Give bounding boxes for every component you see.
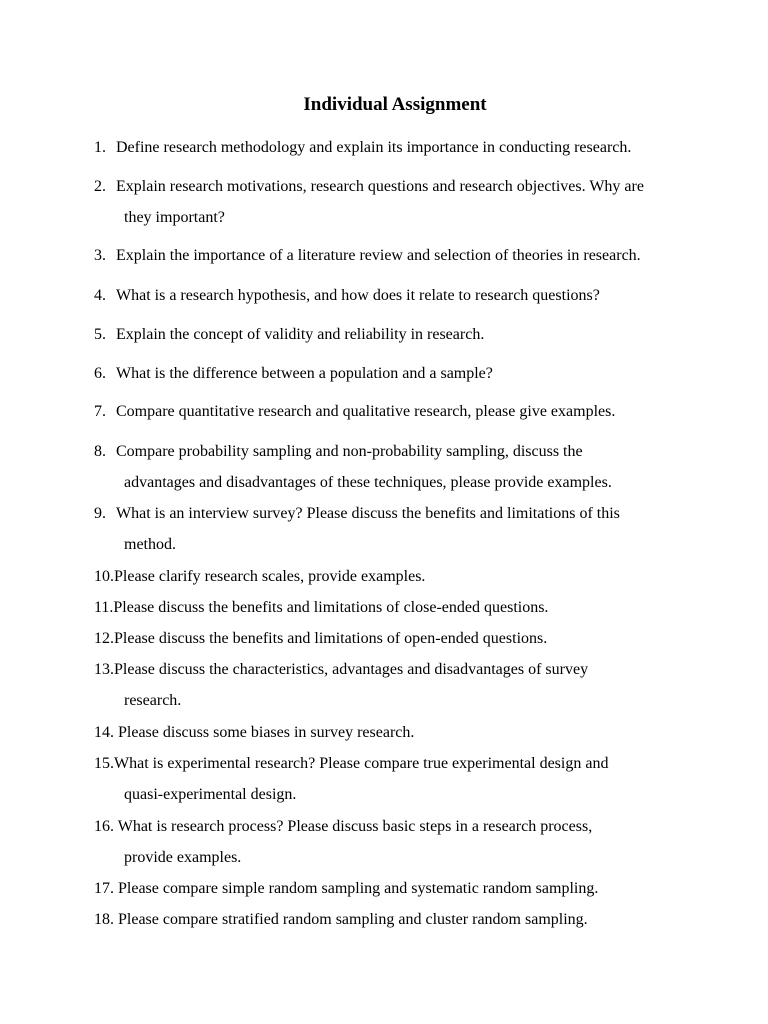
question-item-3 <box>94 246 641 266</box>
question-text: Please compare simple random sampling and systematic random sampling. <box>118 880 599 897</box>
question-item-18 <box>94 910 588 930</box>
question-number: 11. <box>94 599 114 616</box>
question-text: Please discuss the benefits and limitations of close-ended questions. <box>113 599 549 616</box>
question-number: 13. <box>94 661 114 678</box>
question-number: 17. <box>94 880 114 897</box>
question-text: Please discuss the benefits and limitations of open-ended questions. <box>114 630 548 647</box>
question-text: Please discuss the characteristics, advantages and disadvantages of survey <box>114 661 589 678</box>
question-text-continued: they important? <box>124 209 225 226</box>
question-number: 14. <box>94 724 114 741</box>
question-number: 5. <box>94 326 106 343</box>
question-number: 18. <box>94 911 114 928</box>
question-text: Compare quantitative research and qualitative research, please give examples. <box>116 403 616 420</box>
question-text-continued: quasi-experimental design. <box>124 786 297 803</box>
question-item-16 <box>94 817 592 837</box>
question-item-4 <box>94 286 600 306</box>
question-number: 16. <box>94 818 114 835</box>
question-text: Explain the concept of validity and reliability in research. <box>116 326 485 343</box>
question-item-12 <box>94 629 547 649</box>
question-number: 9. <box>94 505 106 522</box>
question-text: Define research methodology and explain its importance in conducting research. <box>116 139 632 156</box>
question-text: What is the difference between a population and a sample? <box>116 365 493 382</box>
question-item-2 <box>94 177 644 197</box>
question-item-10 <box>94 567 425 587</box>
question-text: Please clarify research scales, provide examples. <box>114 568 426 585</box>
question-text: Explain the importance of a literature review and selection of theories in research. <box>116 247 641 264</box>
question-text: Please compare stratified random sampling and cluster random sampling. <box>118 911 588 928</box>
question-text: Please discuss some biases in survey research. <box>118 724 415 741</box>
question-number: 1. <box>94 139 106 156</box>
question-number: 8. <box>94 443 106 460</box>
question-number: 15. <box>94 755 114 772</box>
question-number: 3. <box>94 247 106 264</box>
question-item-1 <box>94 138 631 158</box>
question-text-continued: provide examples. <box>124 849 242 866</box>
question-number: 7. <box>94 403 106 420</box>
question-number: 12. <box>94 630 114 647</box>
page-title: Individual Assignment <box>303 94 487 115</box>
question-item-14 <box>94 723 414 743</box>
question-item-13 <box>94 660 588 680</box>
question-item-15 <box>94 754 608 774</box>
question-number: 2. <box>94 178 106 195</box>
question-item-8 <box>94 442 583 462</box>
question-text: What is an interview survey? Please discuss the benefits and limitations of this <box>116 505 620 522</box>
question-item-11 <box>94 598 548 618</box>
question-item-17 <box>94 879 598 899</box>
question-item-6 <box>94 364 493 384</box>
question-text: What is a research hypothesis, and how does it relate to research questions? <box>116 287 600 304</box>
question-text: What is research process? Please discuss basic steps in a research process, <box>117 818 593 835</box>
question-text: What is experimental research? Please compare true experimental design and <box>114 755 609 772</box>
question-number: 4. <box>94 287 106 304</box>
question-item-7 <box>94 402 615 422</box>
question-text-continued: research. <box>124 692 182 709</box>
question-number: 10. <box>94 568 114 585</box>
question-text-continued: method. <box>124 536 176 553</box>
question-text: Explain research motivations, research questions and research objectives. Why are <box>116 178 644 195</box>
question-item-5 <box>94 325 484 345</box>
question-text: Compare probability sampling and non-probability sampling, discuss the <box>116 443 583 460</box>
question-item-9 <box>94 504 620 524</box>
question-text-continued: advantages and disadvantages of these techniques, please provide examples. <box>124 474 612 491</box>
question-number: 6. <box>94 365 106 382</box>
